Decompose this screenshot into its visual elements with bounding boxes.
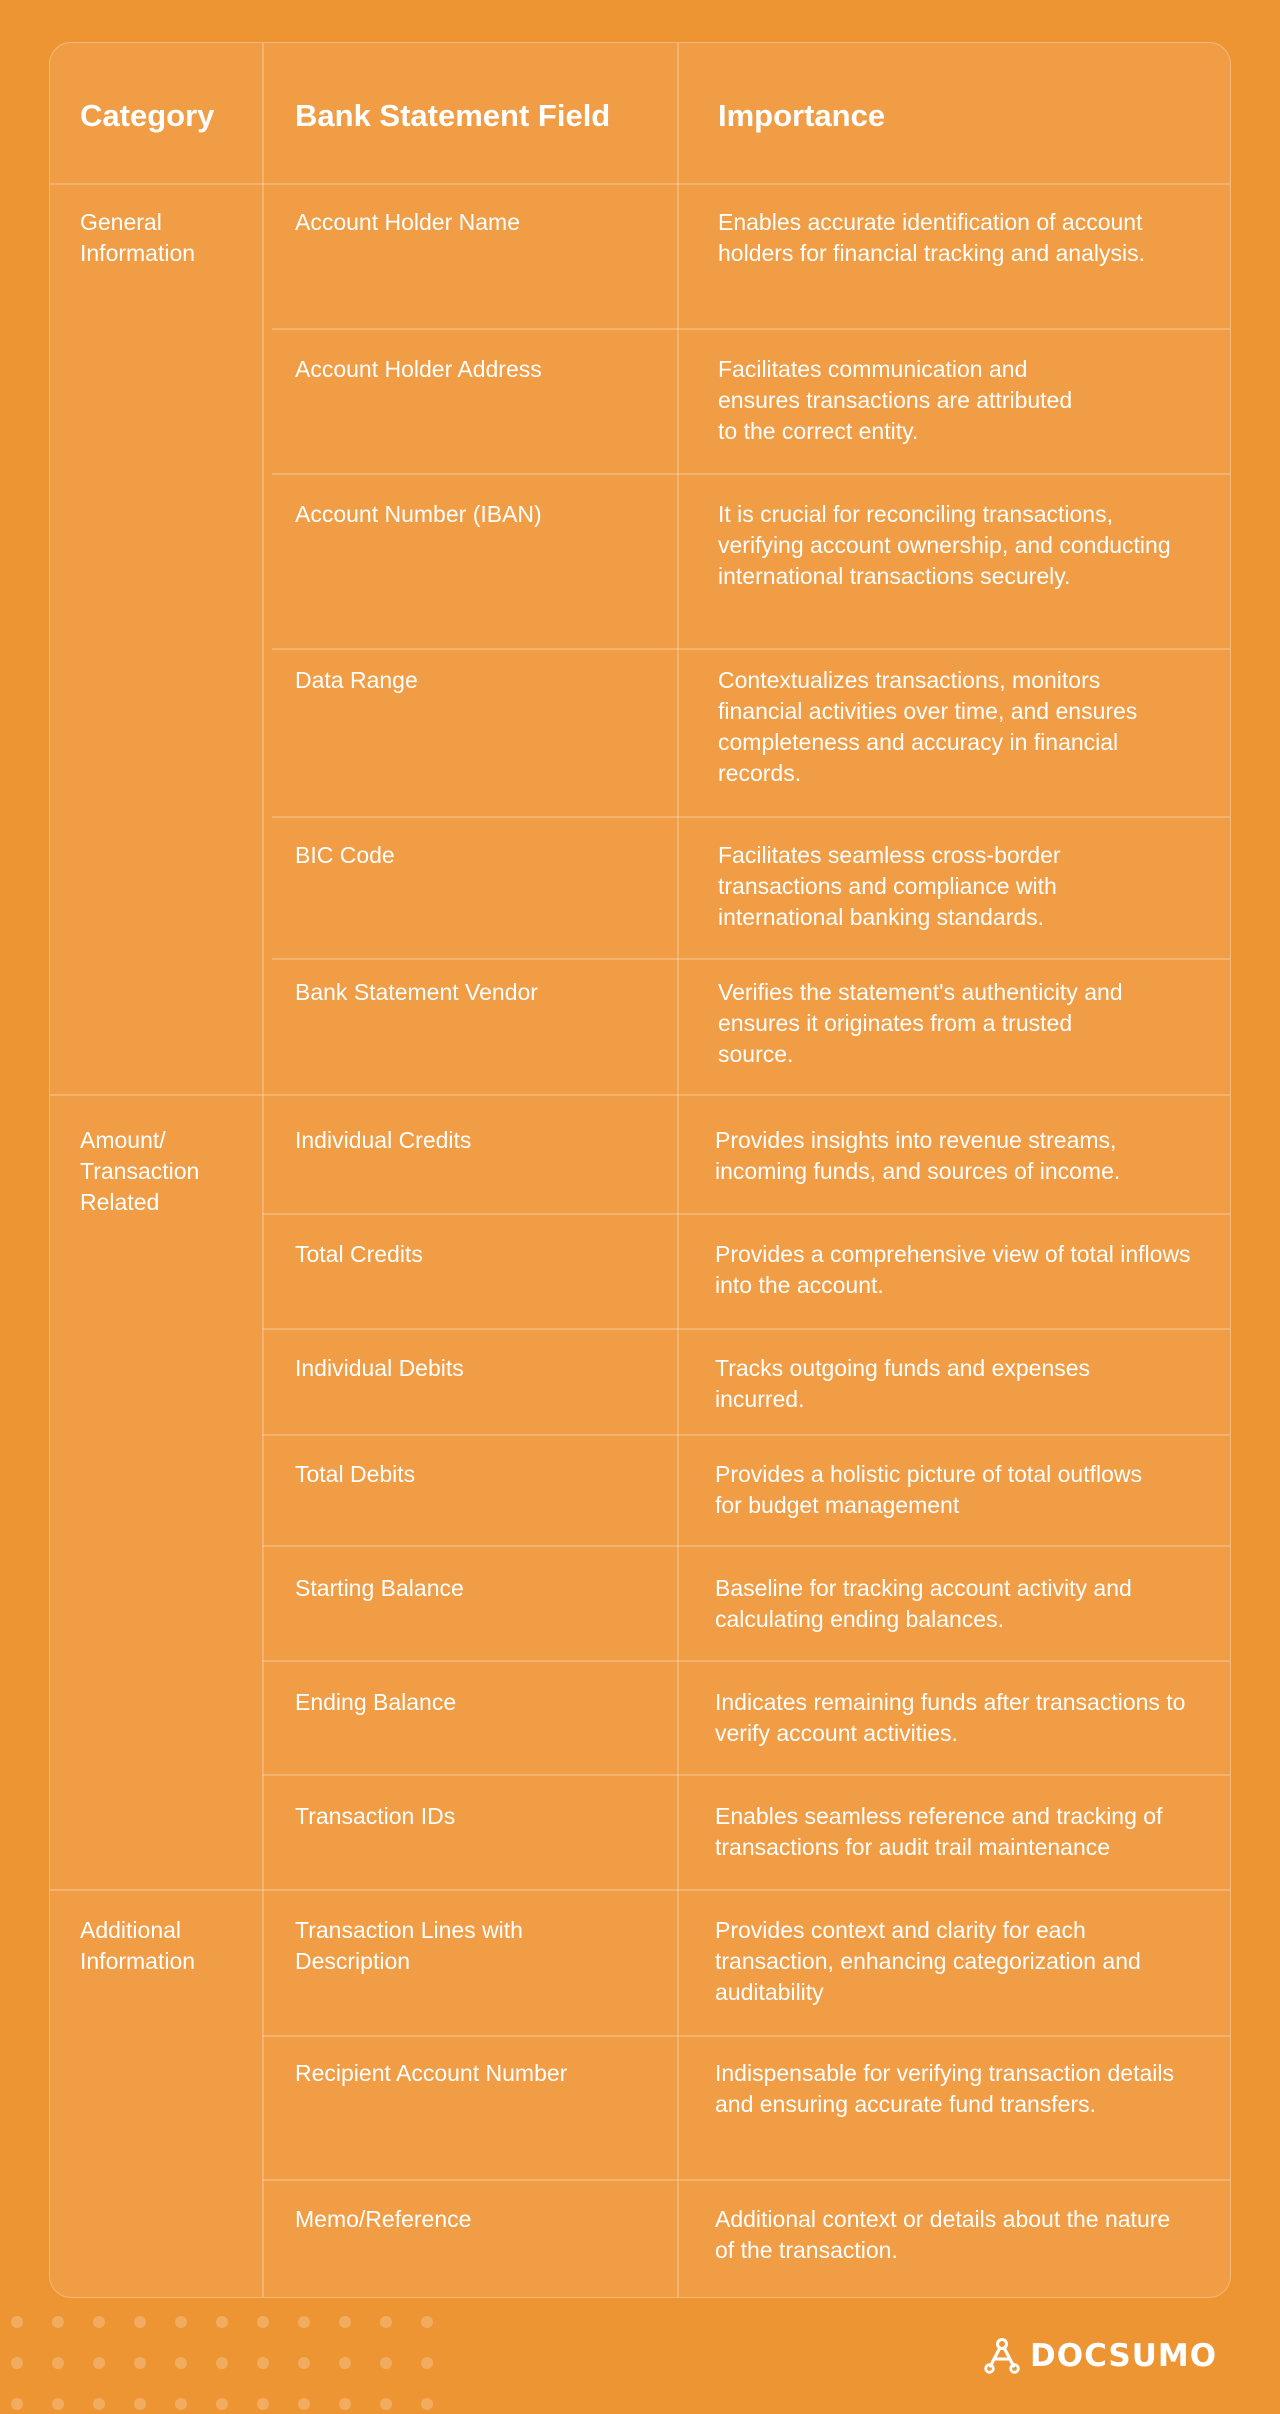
row-divider	[262, 1545, 1230, 1547]
importance-cell: Tracks outgoing funds and expenses incurred.	[715, 1355, 1091, 1412]
field-cell: Total Debits	[295, 1461, 416, 1487]
decor-dot	[257, 2398, 269, 2410]
row-divider	[262, 1434, 1230, 1436]
decor-dot	[93, 2357, 105, 2369]
decor-dot	[175, 2357, 187, 2369]
decor-dot	[216, 2357, 228, 2369]
field-cell: Starting Balance	[295, 1575, 464, 1601]
section-divider	[50, 1889, 1230, 1891]
brand-logo	[984, 2338, 1217, 2374]
category-additional-information: Additional Information	[80, 1917, 196, 1974]
decor-dot	[380, 2316, 392, 2328]
decor-dot	[421, 2357, 433, 2369]
importance-cell: Provides a holistic picture of total outflows for budget management	[715, 1461, 1142, 1518]
importance-cell: Additional context or details about the nature of the transaction.	[715, 2206, 1171, 2263]
row-divider	[262, 2179, 1230, 2181]
decor-dot	[11, 2398, 23, 2410]
decor-dot	[298, 2357, 310, 2369]
decor-dot	[339, 2357, 351, 2369]
importance-cell: Provides context and clarity for each transaction, enhancing categorization and auditability	[715, 1917, 1141, 2005]
row-divider	[262, 2035, 1230, 2037]
decor-dot	[93, 2398, 105, 2410]
decor-dot	[216, 2398, 228, 2410]
header-divider	[50, 183, 1230, 185]
decor-dot	[52, 2357, 64, 2369]
importance-cell: Indicates remaining funds after transactions to verify account activities.	[715, 1689, 1186, 1746]
importance-cell: It is crucial for reconciling transactions, verifying account ownership, and conducting international transactions securely.	[718, 501, 1171, 589]
decor-dot	[134, 2398, 146, 2410]
importance-cell: Provides insights into revenue streams, incoming funds, and sources of income.	[715, 1127, 1121, 1184]
field-cell: Bank Statement Vendor	[295, 979, 538, 1005]
field-cell: Transaction Lines with Description	[295, 1917, 523, 1974]
field-cell: Individual Debits	[295, 1355, 464, 1381]
importance-cell: Enables accurate identification of account holders for financial tracking and analysis.	[718, 209, 1146, 266]
row-divider	[272, 473, 1230, 475]
row-divider	[272, 328, 1230, 330]
field-cell: Account Holder Address	[295, 356, 542, 382]
field-cell: Data Range	[295, 667, 418, 693]
decor-dot	[257, 2316, 269, 2328]
row-divider	[262, 1774, 1230, 1776]
decor-dot	[216, 2316, 228, 2328]
decor-dot	[134, 2316, 146, 2328]
row-divider	[262, 1213, 1230, 1215]
decor-dot	[257, 2357, 269, 2369]
decor-dot	[421, 2398, 433, 2410]
header-importance: Importance	[718, 98, 886, 133]
section-divider	[50, 1094, 1230, 1096]
field-cell: Individual Credits	[295, 1127, 472, 1153]
importance-cell: Contextualizes transactions, monitors financial activities over time, and ensures completeness and accuracy in financial records.	[718, 667, 1138, 786]
docsumo-logo-icon	[984, 2338, 1020, 2374]
field-cell: BIC Code	[295, 842, 395, 868]
field-cell: Account Holder Name	[295, 209, 520, 235]
category-amount-transaction: Amount/ Transaction Related	[80, 1127, 200, 1215]
field-cell: Transaction IDs	[295, 1803, 456, 1829]
decor-dot	[134, 2357, 146, 2369]
decor-dot	[52, 2398, 64, 2410]
column-divider	[262, 43, 264, 2297]
importance-cell: Facilitates seamless cross-border transactions and compliance with international banking standards.	[718, 842, 1061, 930]
decor-dot	[380, 2357, 392, 2369]
decor-dot	[11, 2316, 23, 2328]
field-cell: Total Credits	[295, 1241, 423, 1267]
row-divider	[262, 1660, 1230, 1662]
importance-cell: Indispensable for verifying transaction details and ensuring accurate fund transfers.	[715, 2060, 1174, 2117]
importance-cell: Verifies the statement's authenticity and ensures it originates from a trusted source.	[718, 979, 1123, 1067]
decor-dot	[93, 2316, 105, 2328]
decor-dot	[175, 2398, 187, 2410]
field-cell: Recipient Account Number	[295, 2060, 568, 2086]
row-divider	[272, 648, 1230, 650]
decor-dot	[339, 2398, 351, 2410]
decor-dot	[298, 2316, 310, 2328]
importance-cell: Provides a comprehensive view of total inflows into the account.	[715, 1241, 1191, 1298]
brand-name: DOCSUMO	[1030, 2338, 1218, 2374]
row-divider	[262, 1328, 1230, 1330]
field-cell: Ending Balance	[295, 1689, 457, 1715]
row-divider	[272, 816, 1230, 818]
category-general-information: General Information	[80, 209, 196, 266]
row-divider	[272, 958, 1230, 960]
header-category: Category	[80, 98, 215, 133]
decor-dot	[339, 2316, 351, 2328]
decor-dot	[421, 2316, 433, 2328]
field-cell: Account Number (IBAN)	[295, 501, 542, 527]
importance-cell: Facilitates communication and ensures transactions are attributed to the correct entity.	[718, 356, 1073, 444]
decor-dot	[298, 2398, 310, 2410]
decor-dot	[52, 2316, 64, 2328]
decor-dot	[380, 2398, 392, 2410]
field-cell: Memo/Reference	[295, 2206, 472, 2232]
header-field: Bank Statement Field	[295, 98, 611, 133]
decor-dot	[11, 2357, 23, 2369]
column-divider	[677, 43, 679, 2297]
decor-dot	[175, 2316, 187, 2328]
importance-cell: Baseline for tracking account activity and calculating ending balances.	[715, 1575, 1132, 1632]
data-table	[49, 42, 1231, 2298]
importance-cell: Enables seamless reference and tracking of transactions for audit trail maintenance	[715, 1803, 1163, 1860]
